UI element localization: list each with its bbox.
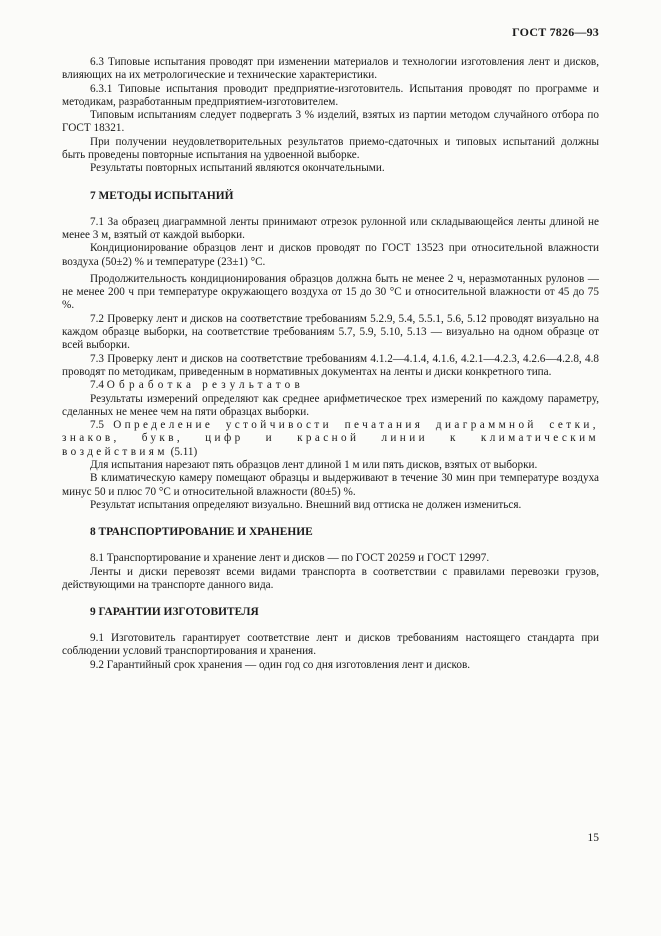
paragraph-6-3: 6.3 Типовые испытания проводят при изменении материалов и технологии изготовления лент и дисков, влияющих на их метрологические и технические характеристики. <box>62 56 599 82</box>
paragraph-7-4-b: Результаты измерений определяют как среднее арифметическое трех измерений по каждому параметру, сделанных не менее чем на пяти образцах выборки. <box>62 392 599 418</box>
paragraph-7-1: 7.1 За образец диаграммной ленты принимают отрезок рулонной или складывающейся ленты длиной не менее 3 м, взятый от каждой выборки. <box>62 215 599 241</box>
paragraph-8-1: 8.1 Транспортирование и хранение лент и дисков — по ГОСТ 20259 и ГОСТ 12997. <box>90 552 490 565</box>
paragraph-6-3-1: 6.3.1 Типовые испытания проводит предприятие-изготовитель. Испытания проводят по программе и методикам, разработанным предприятием-изготовителем. <box>62 82 599 108</box>
clause-title: Обработка результатов <box>106 379 304 392</box>
paragraph-7-5-b: Для испытания нарезают пять образцов лент длиной 1 м или пять дисков, взятых от выборки. <box>90 459 538 472</box>
paragraph-7-5-d: Результат испытания определяют визуально. Внешний вид оттиска не должен измениться. <box>90 498 522 511</box>
paragraph-7-1-c: Продолжительность кондиционирования образцов должна быть не менее 2 ч, неразмотанных рулонов — не менее 200 ч при температуре окружающего воздуха от 15 до 30 °С и относительной влажности от 45 до 75 %. <box>62 272 599 312</box>
clause-reference: (5.11) <box>170 445 198 458</box>
paragraph-6-3-1-b: Типовым испытаниям следует подвергать 3 % изделий, взятых из партии методом случайного отбора по ГОСТ 18321. <box>62 109 599 135</box>
paragraph-7-5-heading <box>62 419 599 459</box>
paragraph-9-1: 9.1 Изготовитель гарантирует соответствие лент и дисков требованиям настоящего стандарта при соблюдении условий транспортирования и хранения. <box>62 632 599 658</box>
page-number: 15 <box>587 832 599 844</box>
clause-number: 7.4 <box>90 379 104 392</box>
document-body <box>62 56 599 672</box>
paragraph-9-2: 9.2 Гарантийный срок хранения — один год со дня изготовления лент и дисков. <box>90 658 471 671</box>
clause-title: Определение устойчивости печатания диаграммной сетки, знаков, букв, цифр и красной линии к климатическим воздействиям <box>62 419 599 458</box>
paragraph-6-3-1-c: При получении неудовлетворительных результатов приемо-сдаточных и типовых испытаний должны быть проведены повторные испытания на удвоенной выборке. <box>62 135 599 162</box>
clause-number: 7.5 <box>90 419 104 432</box>
paragraph-8-1-b: Ленты и диски перевозят всеми видами транспорта в соответствии с правилами перевозки грузов, действующими на транспорте данного вида. <box>62 565 599 591</box>
paragraph-7-1-b: Кондиционирование образцов лент и дисков проводят по ГОСТ 13523 при относительной влажности воздуха (50±2) % и температуре (23±1) °С. <box>62 242 599 268</box>
paragraph-6-3-1-d: Результаты повторных испытаний являются окончательными. <box>90 162 385 175</box>
section-heading-7: 7 МЕТОДЫ ИСПЫТАНИЙ <box>90 189 234 202</box>
paragraph-7-4-heading <box>62 379 599 392</box>
paragraph-7-2: 7.2 Проверку лент и дисков на соответствие требованиям 5.2.9, 5.4, 5.5.1, 5.6, 5.12 проводят визуально на каждом образце выборки, на соответствие требованиям 5.7, 5.9, 5.10, 5.13 — визуально на одном образце от всей выборки. <box>62 312 599 352</box>
document-page <box>62 0 599 936</box>
paragraph-7-5-c: В климатическую камеру помещают образцы и выдерживают в течение 30 мин при температуре воздуха минус 50 и плюс 70 °С и относительной влажности (80±5) %. <box>62 472 599 498</box>
section-heading-8: 8 ТРАНСПОРТИРОВАНИЕ И ХРАНЕНИЕ <box>90 526 313 539</box>
document-code: ГОСТ 7826—93 <box>512 25 599 39</box>
section-heading-9: 9 ГАРАНТИИ ИЗГОТОВИТЕЛЯ <box>90 606 259 619</box>
paragraph-7-3: 7.3 Проверку лент и дисков на соответствие требованиям 4.1.2—4.1.4, 4.1.6, 4.2.1—4.2.3, 4.2.6—4.2.8, 4.8 проводят по методикам, приведенным в нормативных документах на ленты и диски конкретного типа. <box>62 352 599 378</box>
